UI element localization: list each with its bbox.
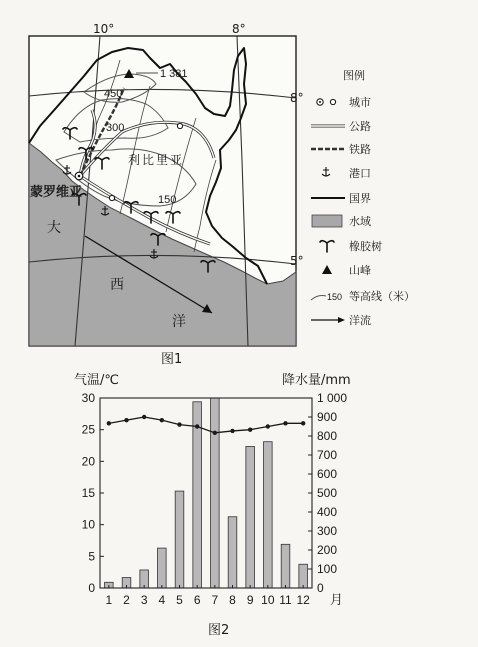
temperature-point — [283, 421, 287, 425]
latitude-label-5: 5° — [290, 254, 304, 268]
month-tick-label: 12 — [296, 593, 310, 607]
precipitation-bar — [158, 548, 167, 588]
longitude-label-10: 10° — [93, 22, 115, 36]
precipitation-bar — [246, 446, 255, 588]
city-monrovia-marker — [75, 172, 83, 180]
y-axis-left-label: 气温/℃ — [74, 373, 119, 388]
ocean-char-2: 西 — [110, 277, 124, 293]
water-icon — [312, 215, 342, 227]
month-tick-label: 4 — [158, 593, 166, 607]
temperature-line — [107, 415, 306, 435]
precipitation-bars — [105, 398, 308, 588]
contour-label-300: 300 — [106, 122, 125, 134]
precipitation-bar — [264, 442, 273, 588]
month-tick-label: 10 — [261, 593, 275, 607]
legend-label-city: 城市 — [349, 96, 371, 109]
temperature-point — [213, 431, 217, 435]
month-tick-label: 8 — [229, 593, 236, 607]
mountain-peak-icon — [322, 265, 332, 274]
right-tick-label: 1 000 — [317, 391, 348, 405]
right-tick-label: 200 — [317, 543, 338, 557]
legend-label-port: 港口 — [349, 167, 371, 180]
precipitation-bar — [299, 564, 308, 588]
ocean-char-3: 洋 — [172, 314, 186, 330]
rubber-tree-icon — [320, 241, 334, 252]
right-tick-label: 400 — [317, 505, 338, 519]
x-axis-label: 月 — [330, 593, 344, 608]
city-icon — [317, 99, 336, 105]
temperature-point — [177, 422, 181, 426]
legend-contour-sample: 150 — [327, 292, 343, 302]
month-tick-label: 6 — [193, 593, 201, 607]
temperature-point — [142, 415, 146, 419]
left-tick-label: 15 — [81, 486, 95, 500]
peak-elevation-label: 1 381 — [160, 68, 188, 80]
left-axis-ticks — [82, 391, 104, 595]
contour-label-450: 450 — [104, 88, 123, 100]
precipitation-bar — [193, 402, 202, 588]
right-tick-label: 600 — [317, 467, 338, 481]
precipitation-bar — [211, 398, 220, 588]
port-icon — [322, 167, 330, 176]
month-tick-label: 7 — [211, 593, 219, 607]
temperature-series-line — [109, 417, 303, 433]
temperature-point — [248, 427, 252, 431]
figure2-caption: 图2 — [208, 623, 230, 638]
contour-icon — [311, 292, 342, 302]
right-tick-label: 500 — [317, 486, 338, 500]
map-figure — [29, 22, 304, 367]
left-tick-label: 30 — [81, 391, 95, 405]
climate-chart — [74, 372, 351, 638]
town-marker — [109, 195, 114, 200]
precipitation-bar — [175, 491, 184, 588]
month-tick-label: 11 — [279, 593, 292, 607]
right-tick-label: 100 — [317, 562, 338, 576]
legend-label-rubber-tree: 橡胶树 — [349, 240, 382, 253]
current-icon — [311, 317, 345, 323]
right-tick-label: 800 — [317, 429, 338, 443]
temperature-point — [301, 421, 305, 425]
y-axis-right-label: 降水量/mm — [282, 373, 351, 388]
month-tick-label: 1 — [105, 593, 113, 607]
month-tick-label: 9 — [246, 593, 254, 607]
temperature-point — [266, 424, 270, 428]
legend-label-contour: 等高线（米） — [349, 290, 415, 303]
left-tick-label: 20 — [81, 454, 95, 469]
longitude-label-8: 8° — [232, 22, 246, 36]
month-tick-label: 3 — [140, 593, 148, 607]
map-legend — [311, 68, 415, 327]
legend-label-border: 国界 — [349, 192, 371, 205]
temperature-point — [195, 424, 199, 428]
temperature-point — [124, 418, 128, 422]
temperature-point — [107, 421, 111, 425]
left-tick-label: 0 — [88, 581, 95, 595]
right-tick-label: 700 — [317, 448, 338, 462]
plot-frame — [100, 398, 312, 588]
left-tick-label: 5 — [88, 549, 95, 564]
precipitation-bar — [281, 544, 290, 588]
left-tick-label: 10 — [81, 517, 95, 532]
temperature-point — [160, 418, 164, 422]
city-label-monrovia: 蒙罗维亚 — [30, 185, 83, 200]
legend-label-road: 公路 — [349, 120, 371, 133]
legend-label-peak: 山峰 — [349, 264, 371, 277]
contour-label-150: 150 — [158, 194, 177, 206]
ocean-char-1: 大 — [47, 220, 61, 236]
legend-title: 图例 — [343, 69, 365, 82]
month-tick-label: 2 — [123, 593, 130, 607]
right-tick-label: 300 — [317, 524, 338, 538]
legend-label-railway: 铁路 — [349, 143, 371, 156]
legend-label-current: 洋流 — [349, 314, 371, 327]
temperature-point — [230, 429, 234, 433]
right-axis-ticks — [308, 391, 347, 595]
country-label: 利比里亚 — [128, 153, 185, 167]
month-tick-label: 5 — [176, 593, 183, 607]
right-tick-label: 900 — [317, 410, 338, 424]
legend-label-water: 水域 — [349, 215, 371, 228]
town-marker — [177, 123, 182, 128]
left-tick-label: 25 — [81, 422, 95, 437]
figure1-caption: 图1 — [161, 352, 183, 367]
right-tick-label: 0 — [317, 581, 324, 595]
precipitation-bar — [228, 517, 237, 588]
latitude-label-8: 8° — [290, 91, 304, 105]
